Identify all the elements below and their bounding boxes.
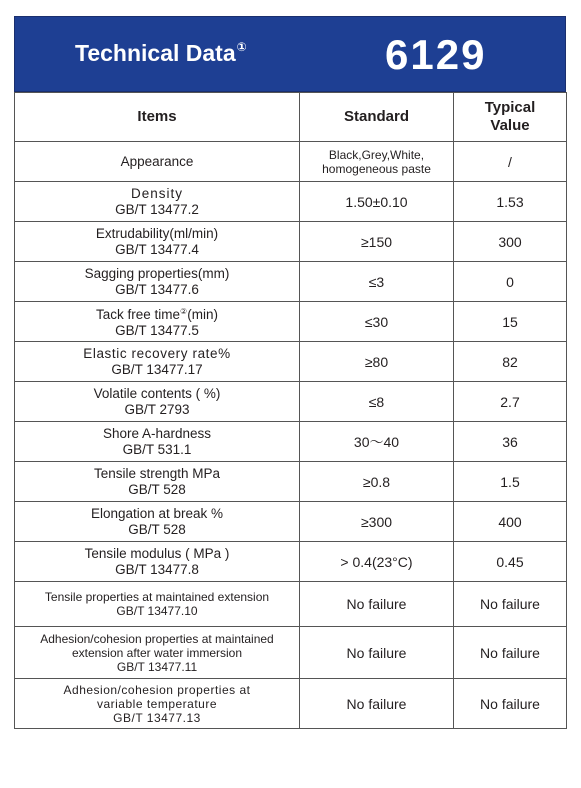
item-name: Tensile properties at maintained extension	[44, 590, 270, 604]
standard-cell: ≤30	[300, 302, 454, 342]
item-method: GB/T 531.1	[122, 441, 192, 457]
item-method: GB/T 13477.11	[116, 659, 198, 674]
typical-cell: 2.7	[454, 382, 567, 422]
technical-data-table	[14, 92, 567, 729]
typical-cell: No failure	[454, 582, 567, 627]
standard-cell: ≤3	[300, 262, 454, 302]
column-header-standard: Standard	[300, 93, 454, 142]
item-method: GB/T 13477.2	[115, 201, 199, 217]
title-text: Technical Data	[75, 40, 236, 66]
table-row	[15, 262, 567, 302]
table-row	[15, 502, 567, 542]
header-banner	[14, 16, 566, 92]
item-name-line-1: Adhesion/cohesion properties at maintained	[40, 631, 274, 646]
table-row	[15, 222, 567, 262]
item-cell	[15, 462, 300, 502]
typical-line-2: Value	[490, 117, 530, 134]
typical-cell: 0	[454, 262, 567, 302]
item-name: Tensile strength MPa	[93, 465, 221, 481]
typical-cell: /	[454, 142, 567, 182]
item-unit: (min)	[187, 307, 218, 322]
technical-data-sheet	[14, 16, 566, 729]
item-method: GB/T 13477.5	[115, 323, 199, 338]
item-name: Volatile contents ( %)	[93, 385, 221, 401]
standard-cell: 1.50±0.10	[300, 182, 454, 222]
standard-cell: ≥300	[300, 502, 454, 542]
column-header-items: Items	[15, 93, 300, 142]
item-method: GB/T 13477.8	[115, 561, 199, 577]
footnote-mark: ②	[180, 307, 188, 316]
standard-cell: 30～40	[300, 422, 454, 462]
item-name: Sagging properties(mm)	[84, 265, 230, 281]
standard-cell: No failure	[300, 627, 454, 679]
item-method: GB/T 13477.6	[115, 281, 199, 297]
table-row	[15, 462, 567, 502]
item-cell	[15, 302, 300, 342]
typical-cell: 1.5	[454, 462, 567, 502]
item-name: Extrudability(ml/min)	[95, 225, 219, 241]
item-name-line-2: variable temperature	[96, 696, 218, 711]
table-row	[15, 302, 567, 342]
item-cell	[15, 382, 300, 422]
item-cell	[15, 342, 300, 382]
item-method: GB/T 528	[128, 481, 186, 497]
standard-cell: ≤8	[300, 382, 454, 422]
item-cell	[15, 182, 300, 222]
item-name: Elongation at break %	[90, 505, 224, 521]
item-cell	[15, 502, 300, 542]
item-method: GB/T 528	[128, 521, 186, 537]
item-name: Elastic recovery rate%	[83, 345, 231, 361]
typical-cell: No failure	[454, 679, 567, 729]
item-name: Tensile modulus ( MPa )	[84, 545, 230, 561]
standard-cell: ≥150	[300, 222, 454, 262]
column-header-typical	[454, 93, 567, 142]
item-cell	[15, 582, 300, 627]
standard-cell: ≥80	[300, 342, 454, 382]
table-row	[15, 422, 567, 462]
typical-cell: 0.45	[454, 542, 567, 582]
item-method: GB/T 13477.4	[115, 241, 199, 257]
typical-cell: 300	[454, 222, 567, 262]
typical-cell: No failure	[454, 627, 567, 679]
table-row	[15, 382, 567, 422]
typical-cell: 36	[454, 422, 567, 462]
standard-cell: > 0.4(23°C)	[300, 542, 454, 582]
item-name: Appearance	[120, 153, 194, 169]
typical-cell: 15	[454, 302, 567, 342]
table-row	[15, 342, 567, 382]
item-name-line-1: Adhesion/cohesion properties at	[63, 682, 251, 697]
item-cell	[15, 679, 300, 729]
item-name-line-2: extension after water immersion	[71, 645, 243, 660]
item-cell	[15, 542, 300, 582]
item-method: GB/T 13477.17	[111, 361, 203, 377]
table-row	[15, 679, 567, 729]
standard-cell: No failure	[300, 582, 454, 627]
standard-line-2: homogeneous paste	[322, 161, 431, 176]
item-name: Density	[130, 185, 183, 201]
item-method: GB/T 13477.10	[116, 604, 198, 618]
table-row	[15, 142, 567, 182]
typical-cell: 82	[454, 342, 567, 382]
item-method: GB/T 13477.13	[113, 710, 201, 725]
table-row	[15, 582, 567, 627]
table-row	[15, 182, 567, 222]
table-row	[15, 627, 567, 679]
item-cell	[15, 627, 300, 679]
item-name: Shore A-hardness	[102, 425, 212, 441]
item-name: Tack free time	[96, 307, 181, 322]
standard-line-1: Black,Grey,White,	[328, 147, 425, 162]
page-title	[75, 40, 247, 67]
product-code: 6129	[385, 31, 487, 78]
item-cell	[15, 262, 300, 302]
typical-cell: 1.53	[454, 182, 567, 222]
item-cell	[15, 222, 300, 262]
typical-line-1: Typical	[484, 99, 536, 116]
item-cell	[15, 142, 300, 182]
standard-cell: ≥0.8	[300, 462, 454, 502]
standard-cell: No failure	[300, 679, 454, 729]
item-cell	[15, 422, 300, 462]
item-method: GB/T 2793	[124, 401, 190, 417]
typical-cell: 400	[454, 502, 567, 542]
standard-cell	[300, 142, 454, 182]
title-footnote-mark: ①	[236, 40, 247, 54]
table-row	[15, 542, 567, 582]
